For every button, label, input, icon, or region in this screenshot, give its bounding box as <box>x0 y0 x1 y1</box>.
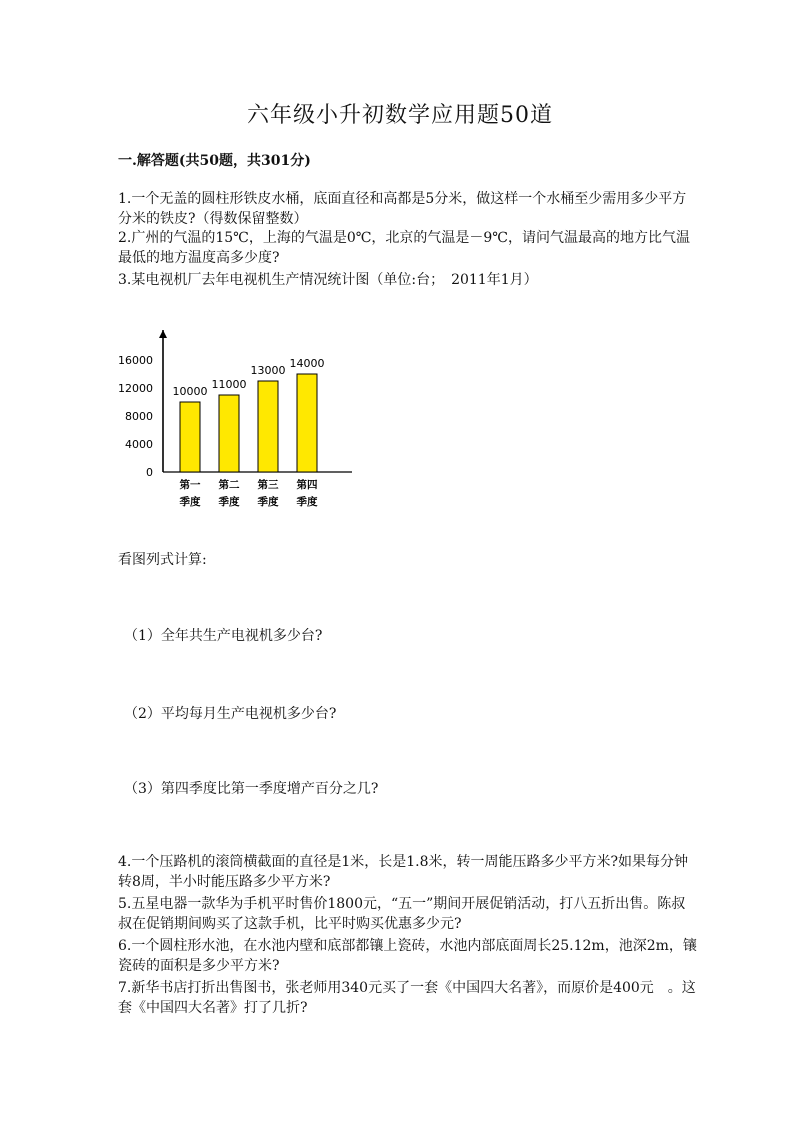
y-tick-label: 12000 <box>118 382 153 395</box>
y-tick-label: 8000 <box>125 410 153 423</box>
x-tick-label: 第二 <box>218 479 240 491</box>
question-4: 4.一个压路机的滚筒横截面的直径是1米，长是1.8米，转一周能压路多少平方米?如果每分钟转8周，半小时能压路多少平方米? <box>118 854 689 890</box>
data-label: 13000 <box>250 364 286 377</box>
y-tick-label: 0 <box>146 466 153 479</box>
question-2: 2.广州的气温的15℃，上海的气温是0℃，北京的气温是－9℃，请问气温最高的地方比气温最低的地方温度高多少度? <box>118 230 690 266</box>
x-tick-label: 第四 <box>296 479 318 491</box>
question-1: 1.一个无盖的圆柱形铁皮水桶，底面直径和高都是5分米，做这样一个水桶至少需用多少平方分米的铁皮?（得数保留整数） <box>118 191 687 227</box>
y-tick-label: 16000 <box>118 354 153 367</box>
bar <box>219 395 239 472</box>
bar <box>258 381 278 472</box>
subquestion-2: （2）平均每月生产电视机多少台? <box>124 706 337 722</box>
question-5: 5.五星电器一款华为手机平时售价1800元，“五一”期间开展促销活动，打八五折出售。陈叔叔在促销期间购买了这款手机，比平时购买优惠多少元? <box>118 896 686 932</box>
x-tick-label: 季度 <box>218 496 240 508</box>
x-tick-label: 第一 <box>179 479 201 491</box>
y-tick-label: 4000 <box>125 438 153 451</box>
page-title: 六年级小升初数学应用题50道 <box>247 103 553 128</box>
subquestion-1: （1）全年共生产电视机多少台? <box>124 628 323 644</box>
question-6: 6.一个圆柱形水池，在水池内壁和底部都镶上瓷砖，水池内部底面周长25.12m，池深2m，镶瓷砖的面积是多少平方米? <box>118 938 697 974</box>
bar-chart <box>110 318 360 518</box>
data-label: 10000 <box>172 385 208 398</box>
data-label: 14000 <box>289 357 325 370</box>
x-tick-label: 季度 <box>257 496 279 508</box>
x-tick-label: 季度 <box>296 496 318 508</box>
subquestion-3: （3）第四季度比第一季度增产百分之几? <box>124 781 379 797</box>
x-tick-label: 第三 <box>257 479 279 491</box>
y-axis-arrow <box>159 330 167 338</box>
x-tick-label: 季度 <box>179 496 201 508</box>
bar <box>180 402 200 472</box>
question-3: 3.某电视机厂去年电视机生产情况统计图（单位:台； 2011年1月） <box>118 272 538 288</box>
question-7: 7.新华书店打折出售图书，张老师用340元买了一套《中国四大名著》，而原价是400元 。这套《中国四大名著》打了几折? <box>118 980 696 1016</box>
bar <box>297 374 317 472</box>
section-heading: 一.解答题(共50题，共301分) <box>118 153 311 169</box>
chart-prompt: 看图列式计算: <box>118 552 207 568</box>
data-label: 11000 <box>211 378 247 391</box>
